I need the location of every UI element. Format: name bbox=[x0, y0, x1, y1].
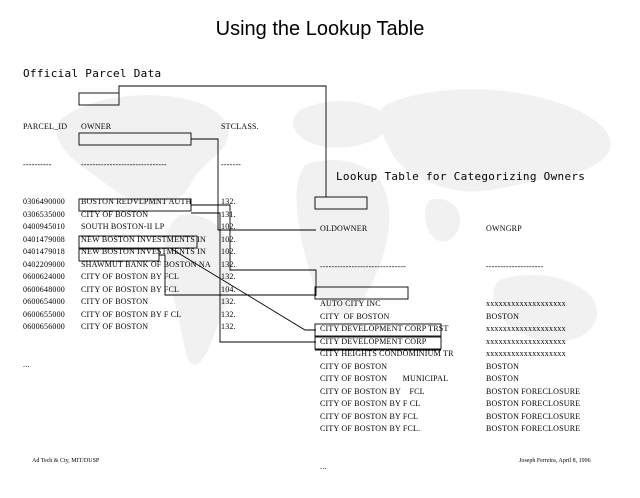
table-cell: 131. bbox=[221, 209, 236, 219]
table-cell: 132. bbox=[221, 272, 236, 281]
table-cell: 132. bbox=[221, 322, 236, 331]
table-cell: CITY OF BOSTON BY F CL bbox=[81, 309, 182, 319]
table-cell: SHAWMUT BANK OF BOSTON NA bbox=[81, 259, 211, 269]
table-row bbox=[320, 323, 620, 336]
table-cell: CITY OF BOSTON BY F CL bbox=[320, 399, 421, 408]
parcel-rows bbox=[23, 196, 273, 334]
table-cell: 132. bbox=[221, 259, 236, 269]
table-cell: 132. bbox=[221, 309, 236, 319]
table-cell: 102. bbox=[221, 234, 236, 244]
table-cell: 0306535000 bbox=[23, 209, 65, 219]
divider: ---------- bbox=[23, 159, 52, 169]
table-row bbox=[320, 423, 620, 436]
oldowner-header: OLDOWNER bbox=[320, 224, 368, 233]
table-row bbox=[23, 234, 273, 247]
table-cell: NEW BOSTON INVESTMENTS IN bbox=[81, 247, 206, 256]
table-cell: BOSTON FORECLOSURE bbox=[486, 411, 581, 421]
slide-title: Using the Lookup Table bbox=[215, 18, 425, 40]
table-cell: NEW BOSTON INVESTMENTS IN bbox=[81, 234, 206, 244]
table-cell: 102. bbox=[221, 247, 236, 256]
table-cell: CITY HEIGHTS CONDOMINIUM TR bbox=[320, 349, 454, 358]
table-cell: BOSTON bbox=[486, 311, 520, 321]
footer-right: Joseph Ferreira, April 8, 1996 bbox=[519, 458, 591, 464]
parcel-table bbox=[23, 96, 273, 396]
ellipsis: ... bbox=[320, 461, 327, 471]
table-cell: CITY DEVELOPMENT CORP bbox=[320, 336, 427, 346]
table-row bbox=[320, 311, 620, 324]
table-cell: CITY OF BOSTON BY FCL bbox=[320, 386, 425, 396]
table-cell: CITY OF BOSTON BY FCL. bbox=[320, 424, 421, 433]
table-row bbox=[23, 321, 273, 334]
table-cell: 102. bbox=[221, 222, 236, 231]
owner-header: OWNER bbox=[81, 122, 112, 131]
table-cell: SOUTH BOSTON-II LP bbox=[81, 222, 165, 231]
lookup-rows bbox=[320, 298, 620, 436]
footer-left: Ad Tech & Cty, MIT/DUSP bbox=[32, 458, 100, 464]
table-cell: 104. bbox=[221, 284, 236, 294]
table-cell: CITY OF BOSTON BY FCL bbox=[320, 411, 419, 421]
parcel-divider-row bbox=[23, 159, 273, 172]
table-row bbox=[23, 246, 273, 259]
table-row bbox=[23, 296, 273, 309]
parcel-id-header: PARCEL_ID bbox=[23, 122, 68, 131]
table-cell: 0306490000 bbox=[23, 197, 65, 206]
parcel-heading: Official Parcel Data bbox=[23, 67, 162, 80]
divider: ------- bbox=[221, 159, 242, 169]
divider: ------------------------------ bbox=[81, 159, 167, 169]
table-row bbox=[23, 196, 273, 209]
table-cell: CITY OF BOSTON bbox=[81, 322, 149, 331]
table-cell: CITY OF BOSTON MUNICIPAL bbox=[320, 374, 449, 383]
table-row bbox=[23, 271, 273, 284]
table-cell: 0401479008 bbox=[23, 234, 65, 244]
table-cell: xxxxxxxxxxxxxxxxxxx bbox=[486, 349, 566, 358]
table-cell: 0600655000 bbox=[23, 309, 65, 319]
table-cell: 0600624000 bbox=[23, 272, 65, 281]
table-cell: 0402209000 bbox=[23, 259, 65, 269]
table-cell: xxxxxxxxxxxxxxxxxxx bbox=[486, 324, 566, 333]
lookup-divider-row bbox=[320, 261, 620, 274]
table-row bbox=[320, 398, 620, 411]
table-cell: CITY OF BOSTON bbox=[81, 297, 149, 306]
stclass-header: STCLASS. bbox=[221, 122, 259, 131]
table-row bbox=[320, 361, 620, 374]
owngrp-header: OWNGRP bbox=[486, 224, 522, 233]
table-cell: 0600648000 bbox=[23, 284, 65, 294]
table-cell: 132. bbox=[221, 197, 236, 206]
table-cell: xxxxxxxxxxxxxxxxxxx bbox=[486, 336, 566, 346]
table-row bbox=[320, 386, 620, 399]
divider: ------------------------------ bbox=[320, 261, 406, 271]
table-cell: CITY OF BOSTON BY FCL bbox=[81, 284, 180, 294]
table-cell: BOSTON REDVLPMNT AUTH bbox=[81, 197, 192, 206]
table-cell: 132. bbox=[221, 297, 236, 306]
ellipsis: ... bbox=[23, 359, 30, 369]
table-cell: BOSTON FORECLOSURE bbox=[486, 386, 581, 396]
table-cell: AUTO CITY INC bbox=[320, 299, 381, 308]
table-row bbox=[320, 336, 620, 349]
table-cell: BOSTON bbox=[486, 374, 520, 383]
table-cell: CITY OF BOSTON bbox=[320, 361, 388, 371]
table-row bbox=[320, 373, 620, 386]
divider: -------------------- bbox=[486, 261, 544, 271]
table-cell: BOSTON bbox=[486, 361, 520, 371]
table-cell: xxxxxxxxxxxxxxxxxxx bbox=[486, 299, 566, 308]
table-row bbox=[23, 209, 273, 222]
table-row bbox=[23, 284, 273, 297]
table-cell: CITY DEVELOPMENT CORP TRST bbox=[320, 324, 449, 333]
table-cell: CITY OF BOSTON bbox=[320, 311, 390, 321]
table-cell: 0600656000 bbox=[23, 322, 65, 331]
table-row bbox=[320, 411, 620, 424]
table-cell: BOSTON FORECLOSURE bbox=[486, 399, 581, 408]
table-cell: 0401479018 bbox=[23, 247, 65, 256]
table-row bbox=[23, 309, 273, 322]
parcel-header-row bbox=[23, 121, 273, 134]
table-cell: CITY OF BOSTON bbox=[81, 209, 149, 219]
lookup-table bbox=[320, 198, 620, 498]
parcel-ellipsis bbox=[23, 359, 273, 372]
table-row bbox=[23, 259, 273, 272]
table-cell: 0400945010 bbox=[23, 222, 65, 231]
lookup-heading: Lookup Table for Categorizing Owners bbox=[336, 170, 586, 183]
table-row bbox=[320, 298, 620, 311]
lookup-header-row bbox=[320, 223, 620, 236]
table-row bbox=[23, 221, 273, 234]
table-row bbox=[320, 348, 620, 361]
table-cell: BOSTON FORECLOSURE bbox=[486, 424, 581, 433]
table-cell: CITY OF BOSTON BY FCL bbox=[81, 272, 180, 281]
table-cell: 0600654000 bbox=[23, 297, 65, 306]
